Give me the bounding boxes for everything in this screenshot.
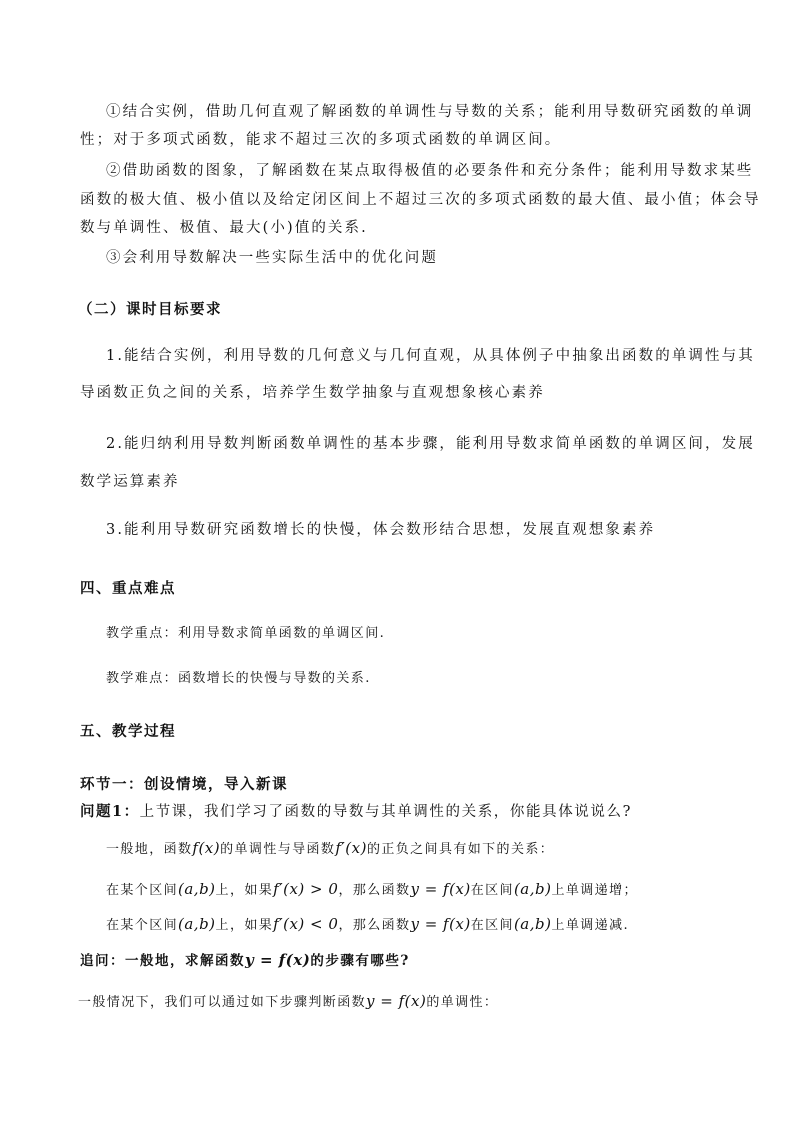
rule-increasing [106, 879, 638, 898]
steps-intro-text-b: 的单调性： [426, 995, 499, 1010]
goal-2-line-3: 数与单调性、极值、最大(小)值的关系. [80, 220, 368, 236]
follow-up-question [80, 949, 410, 969]
condition-negative: f′(x) < 0 [273, 915, 339, 933]
lesson-goal-1-line-2: 导函数正负之间的关系，培养学生数学抽象与直观想象核心素养 [80, 385, 545, 401]
interval: (a,b) [178, 915, 216, 933]
question-label: 问题1： [80, 803, 140, 820]
stage-1-heading: 环节一：创设情境，导入新课 [80, 776, 288, 793]
lesson-goal-1-line-1: 1.能结合实例，利用导数的几何意义与几何直观，从具体例子中抽象出函数的单调性与其 [106, 348, 755, 364]
function-y: y = f(x) [410, 880, 471, 898]
derivative-f: f′(x) [335, 839, 367, 857]
rule-decreasing-text-b: 上，如果 [215, 918, 274, 933]
relation-intro [106, 838, 554, 857]
question-1 [80, 800, 632, 821]
rule-increasing-text-b: 上，如果 [215, 883, 274, 898]
goal-1-line-2: 性；对于多项式函数，能求不超过三次的多项式函数的单调区间。 [80, 132, 562, 148]
goal-3: ③会利用导数解决一些实际生活中的优化问题 [106, 250, 438, 266]
interval: (a,b) [513, 880, 552, 898]
rule-decreasing-text-e: 上单调递减. [551, 918, 630, 933]
steps-intro [78, 991, 498, 1010]
rule-decreasing-text-d: 在区间 [470, 918, 514, 933]
lesson-goal-2-line-1: 2.能归纳利用导数判断函数单调性的基本步骤，能利用导数求简单函数的单调区间，发展 [106, 436, 755, 452]
function-y: y = f(x) [366, 992, 427, 1010]
process-heading: 五、教学过程 [80, 723, 176, 740]
condition-positive: f′(x) > 0 [273, 880, 339, 898]
interval: (a,b) [178, 880, 216, 898]
key-points-heading: 四、重点难点 [80, 580, 176, 597]
goal-2-line-2: 函数的极大值、极小值以及给定闭区间上不超过三次的多项式函数的最大值、最小值；体会导 [80, 192, 761, 208]
interval: (a,b) [513, 915, 552, 933]
goal-2-line-1: ②借助函数的图象，了解函数在某点取得极值的必要条件和充分条件；能利用导数求某些 [106, 163, 754, 179]
lesson-goal-2-line-2: 数学运算素养 [80, 474, 180, 490]
key-point: 教学重点：利用导数求简单函数的单调区间. [106, 626, 386, 641]
function-y: y = f(x) [410, 915, 471, 933]
lesson-goals-heading: （二）课时目标要求 [78, 301, 222, 318]
rule-increasing-text-c: ，那么函数 [338, 883, 411, 898]
function-f: f(x) [192, 839, 221, 857]
rule-increasing-text-d: 在区间 [470, 883, 514, 898]
relation-intro-text-a: 一般地，函数 [106, 842, 193, 857]
follow-up-text-a: 追问：一般地，求解函数 [80, 953, 245, 969]
function-y: y = f(x) [245, 951, 311, 969]
rule-decreasing [106, 914, 629, 933]
question-text: 上节课，我们学习了函数的导数与其单调性的关系，你能具体说说么? [139, 804, 632, 820]
steps-intro-text-a: 一般情况下，我们可以通过如下步骤判断函数 [78, 995, 367, 1010]
rule-increasing-text-a: 在某个区间 [106, 883, 179, 898]
difficulty-point: 教学难点：函数增长的快慢与导数的关系. [106, 671, 371, 686]
lesson-goal-3: 3.能利用导数研究函数增长的快慢，体会数形结合思想，发展直观想象素养 [106, 522, 656, 538]
rule-increasing-text-e: 上单调递增； [551, 883, 638, 898]
rule-decreasing-text-c: ，那么函数 [338, 918, 411, 933]
goal-1-line-1: ①结合实例，借助几何直观了解函数的单调性与导数的关系；能利用导数研究函数的单调 [106, 104, 754, 120]
rule-decreasing-text-a: 在某个区间 [106, 918, 179, 933]
relation-intro-text-c: 的正负之间具有如下的关系： [366, 842, 555, 857]
follow-up-text-b: 的步骤有哪些? [310, 953, 410, 969]
relation-intro-text-b: 的单调性与导函数 [220, 842, 336, 857]
